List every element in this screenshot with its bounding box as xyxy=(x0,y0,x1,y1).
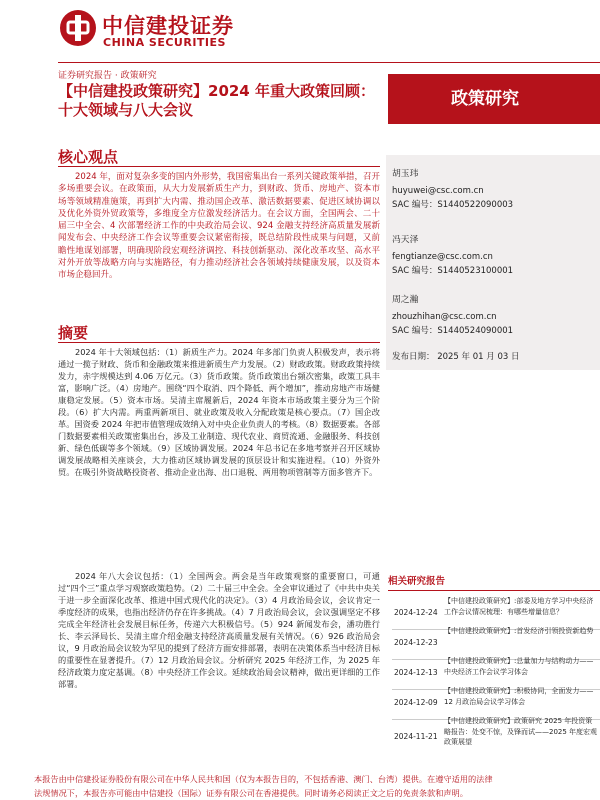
related-report-item[interactable] xyxy=(392,656,600,690)
disclaimer-footer xyxy=(0,772,600,800)
author-sac-number: SAC 编号：S1440522090003 xyxy=(392,200,514,210)
related-reports-divider xyxy=(388,590,600,591)
author-email[interactable]: huyuwei@csc.com.cn xyxy=(392,186,484,196)
author-block xyxy=(392,293,592,338)
related-report-title[interactable]: 【中信建投政策研究】政策研究 2025 年投资策略报告：处变不惊，及锋而试——2025 年度宏观政策展望 xyxy=(444,717,598,746)
abstract-paragraph-eight-meetings: 2024 年八大会议包括：（1）全国两会。两会是当年政策观察的重要窗口，可通过“四个三”重点学习观察政策趋势。（2）二十届三中全会。全会审议通过了《中共中央关于进一步全面深化改革、推进中国式现代化的决定》。（3）4 月政治局会议，会议肯定一季度经济的成果，也指出经济仍存在许多挑战。（4）7 月政治局会议，会议强调坚定不移完成全年经济社会发展目标任务，传递六大积极信号。（5）924 新闻发布会，潘功胜行长、李云泽局长、吴清主席介绍金融支持经济高质量发展有关情况。（6）926 政治局会议，9 月政治局会议较为罕见的提到了经济方面安排部署，表明在决策体系当中经济目标的重要性在显著提升。（7）12 月政治局会议。分析研究 2025 年经济工作，为 2025 年经济政策力度定基调。（8）中央经济工作会议。延续政治局会议精神，做出更详细的工作部署。 xyxy=(58,571,380,689)
author-email[interactable]: fengtianze@csc.com.cn xyxy=(392,252,493,262)
key-points-body: 2024 年，面对复杂多变的国内外形势，我国密集出台一系列关键政策举措，召开多场重要会议。在政策面，从大力发展新质生产力，到财政、货币、房地产、资本市场等领域精准施策，再到扩大内需、推动国企改革、激活数据要素、促进区域协调以及优化外资外贸政策等，多维度全方位激发经济活力。在会议方面，全国两会、二十届三中全会、4 次部署经济工作的中央政治局会议、924 金融支持经济高质量发展新闻发布会、中央经济工作会议等重要会议紧密衔接，既总结阶段性成果与问题，又前瞻性地谋划部署，明确现阶段宏观经济调控、科技创新驱动、深化改革攻坚、高水平对外开放等战略方向与实施路径，有力推动经济社会各领域持续健康发展，以及资本市场企稳回升。 xyxy=(58,172,380,281)
abstract-paragraph-ten-fields: 2024 年十大领域包括：（1）新质生产力。2024 年多部门负责人积极发声，表示将通过一揽子财政、货币和金融政策来推进新质生产力发展。（2）财政政策。财政政策持续发力，赤字规模达到 4.06 万亿元。（3）货币政策。货币政策出台頻次密集，政策工具丰富，影响广泛。（4）房地产。围绕“四个取消、四个降低、两个增加”，推动房地产市场健康稳定发展。（5）资本市场。吴清主席履新后，2024 年资本市场政策主要分为三个阶段。（6）扩大内需。两重两新项目、就业政策及收入分配政策是核心要点。（7）国企改革。国资委 2024 年把市值管理成效纳入对中央企业负责人的考核。（8）数据要素。各部门数据要素相关政策密集出台，涉及工业制造、现代农业、商贸流通、金融服务、科技创新、绿色低碳等多个领域。（9）区域协调发展。2024 年总书记在多地考察并召开区域协调发展战略相关座谈会，大力推动区域协调发展的顶层设计和实施进程。（10）外资外贸。在吸引外资战略投资者、推动企业出海、出口退税、两用物项管制等方面多管齐下。 xyxy=(58,347,380,477)
author-sac-number: SAC 编号：S1440523100001 xyxy=(392,266,514,276)
related-report-title[interactable]: 【中信建投政策研究】:部委及地方学习中央经济工作会议情况梳理：有哪些增量信息？ xyxy=(444,597,594,616)
related-report-title[interactable]: 【中信建投政策研究】:首发经济引领投资新趋势 xyxy=(444,627,594,635)
author-email[interactable]: zhouzhihan@csc.com.cn xyxy=(392,312,497,322)
report-series: 证券研究报告 · 政策研究 xyxy=(58,71,157,81)
key-points-divider xyxy=(58,166,380,167)
related-report-title[interactable]: 【中信建投政策研究】:总量加力与结构动力——中央经济工作会议学习体会 xyxy=(444,657,594,676)
category-banner: 政策研究 xyxy=(388,74,600,124)
related-report-title[interactable]: 【中信建投政策研究】:积极协同，全面发力——12 月政治局会议学习体会 xyxy=(444,687,594,706)
related-report-date: 2024-12-23 xyxy=(394,638,438,647)
disclaimer-line: 本报告由中信建投证券股份有限公司在中华人民共和国（仅为本报告目的，不包括香港、澳门、台湾）提供。在遵守适用的法律 xyxy=(34,774,493,784)
key-points-heading: 核心观点 xyxy=(58,148,119,166)
company-logo-icon xyxy=(58,8,98,48)
related-report-date: 2024-12-13 xyxy=(394,668,438,677)
related-report-item[interactable] xyxy=(392,686,600,720)
related-report-item[interactable] xyxy=(392,596,600,630)
related-reports-heading: 相关研究报告 xyxy=(388,576,446,587)
author-name: 周之瀚 xyxy=(392,295,419,305)
related-report-item[interactable] xyxy=(392,626,600,660)
related-report-date: 2024-11-21 xyxy=(394,732,438,741)
logo-chinese-name: 中信建投证券 xyxy=(102,14,234,38)
author-name: 胡玉玮 xyxy=(392,169,419,179)
header-divider xyxy=(58,62,600,63)
author-sac-number: SAC 编号：S1440524090001 xyxy=(392,326,514,336)
author-name: 冯天泽 xyxy=(392,235,419,245)
disclaimer-line: 法规情况下，本报告亦可能由中信建投（国际）证券有限公司在香港提供。同时请务必阅读正文之后的免责条款和声明。 xyxy=(34,788,468,798)
abstract-divider xyxy=(58,342,380,343)
logo-english-name: CHINA SECURITIES xyxy=(103,36,226,49)
related-report-date: 2024-12-09 xyxy=(394,698,438,707)
related-report-date: 2024-12-24 xyxy=(394,608,438,617)
author-block xyxy=(392,167,592,212)
report-title: 【中信建投政策研究】2024 年重大政策回顾：十大领域与八大会议 xyxy=(58,82,375,119)
author-block xyxy=(392,233,592,278)
abstract-heading: 摘要 xyxy=(58,324,89,342)
publish-date: 发布日期： 2025 年 01 月 03 日 xyxy=(392,352,520,362)
related-report-item[interactable] xyxy=(392,716,600,760)
